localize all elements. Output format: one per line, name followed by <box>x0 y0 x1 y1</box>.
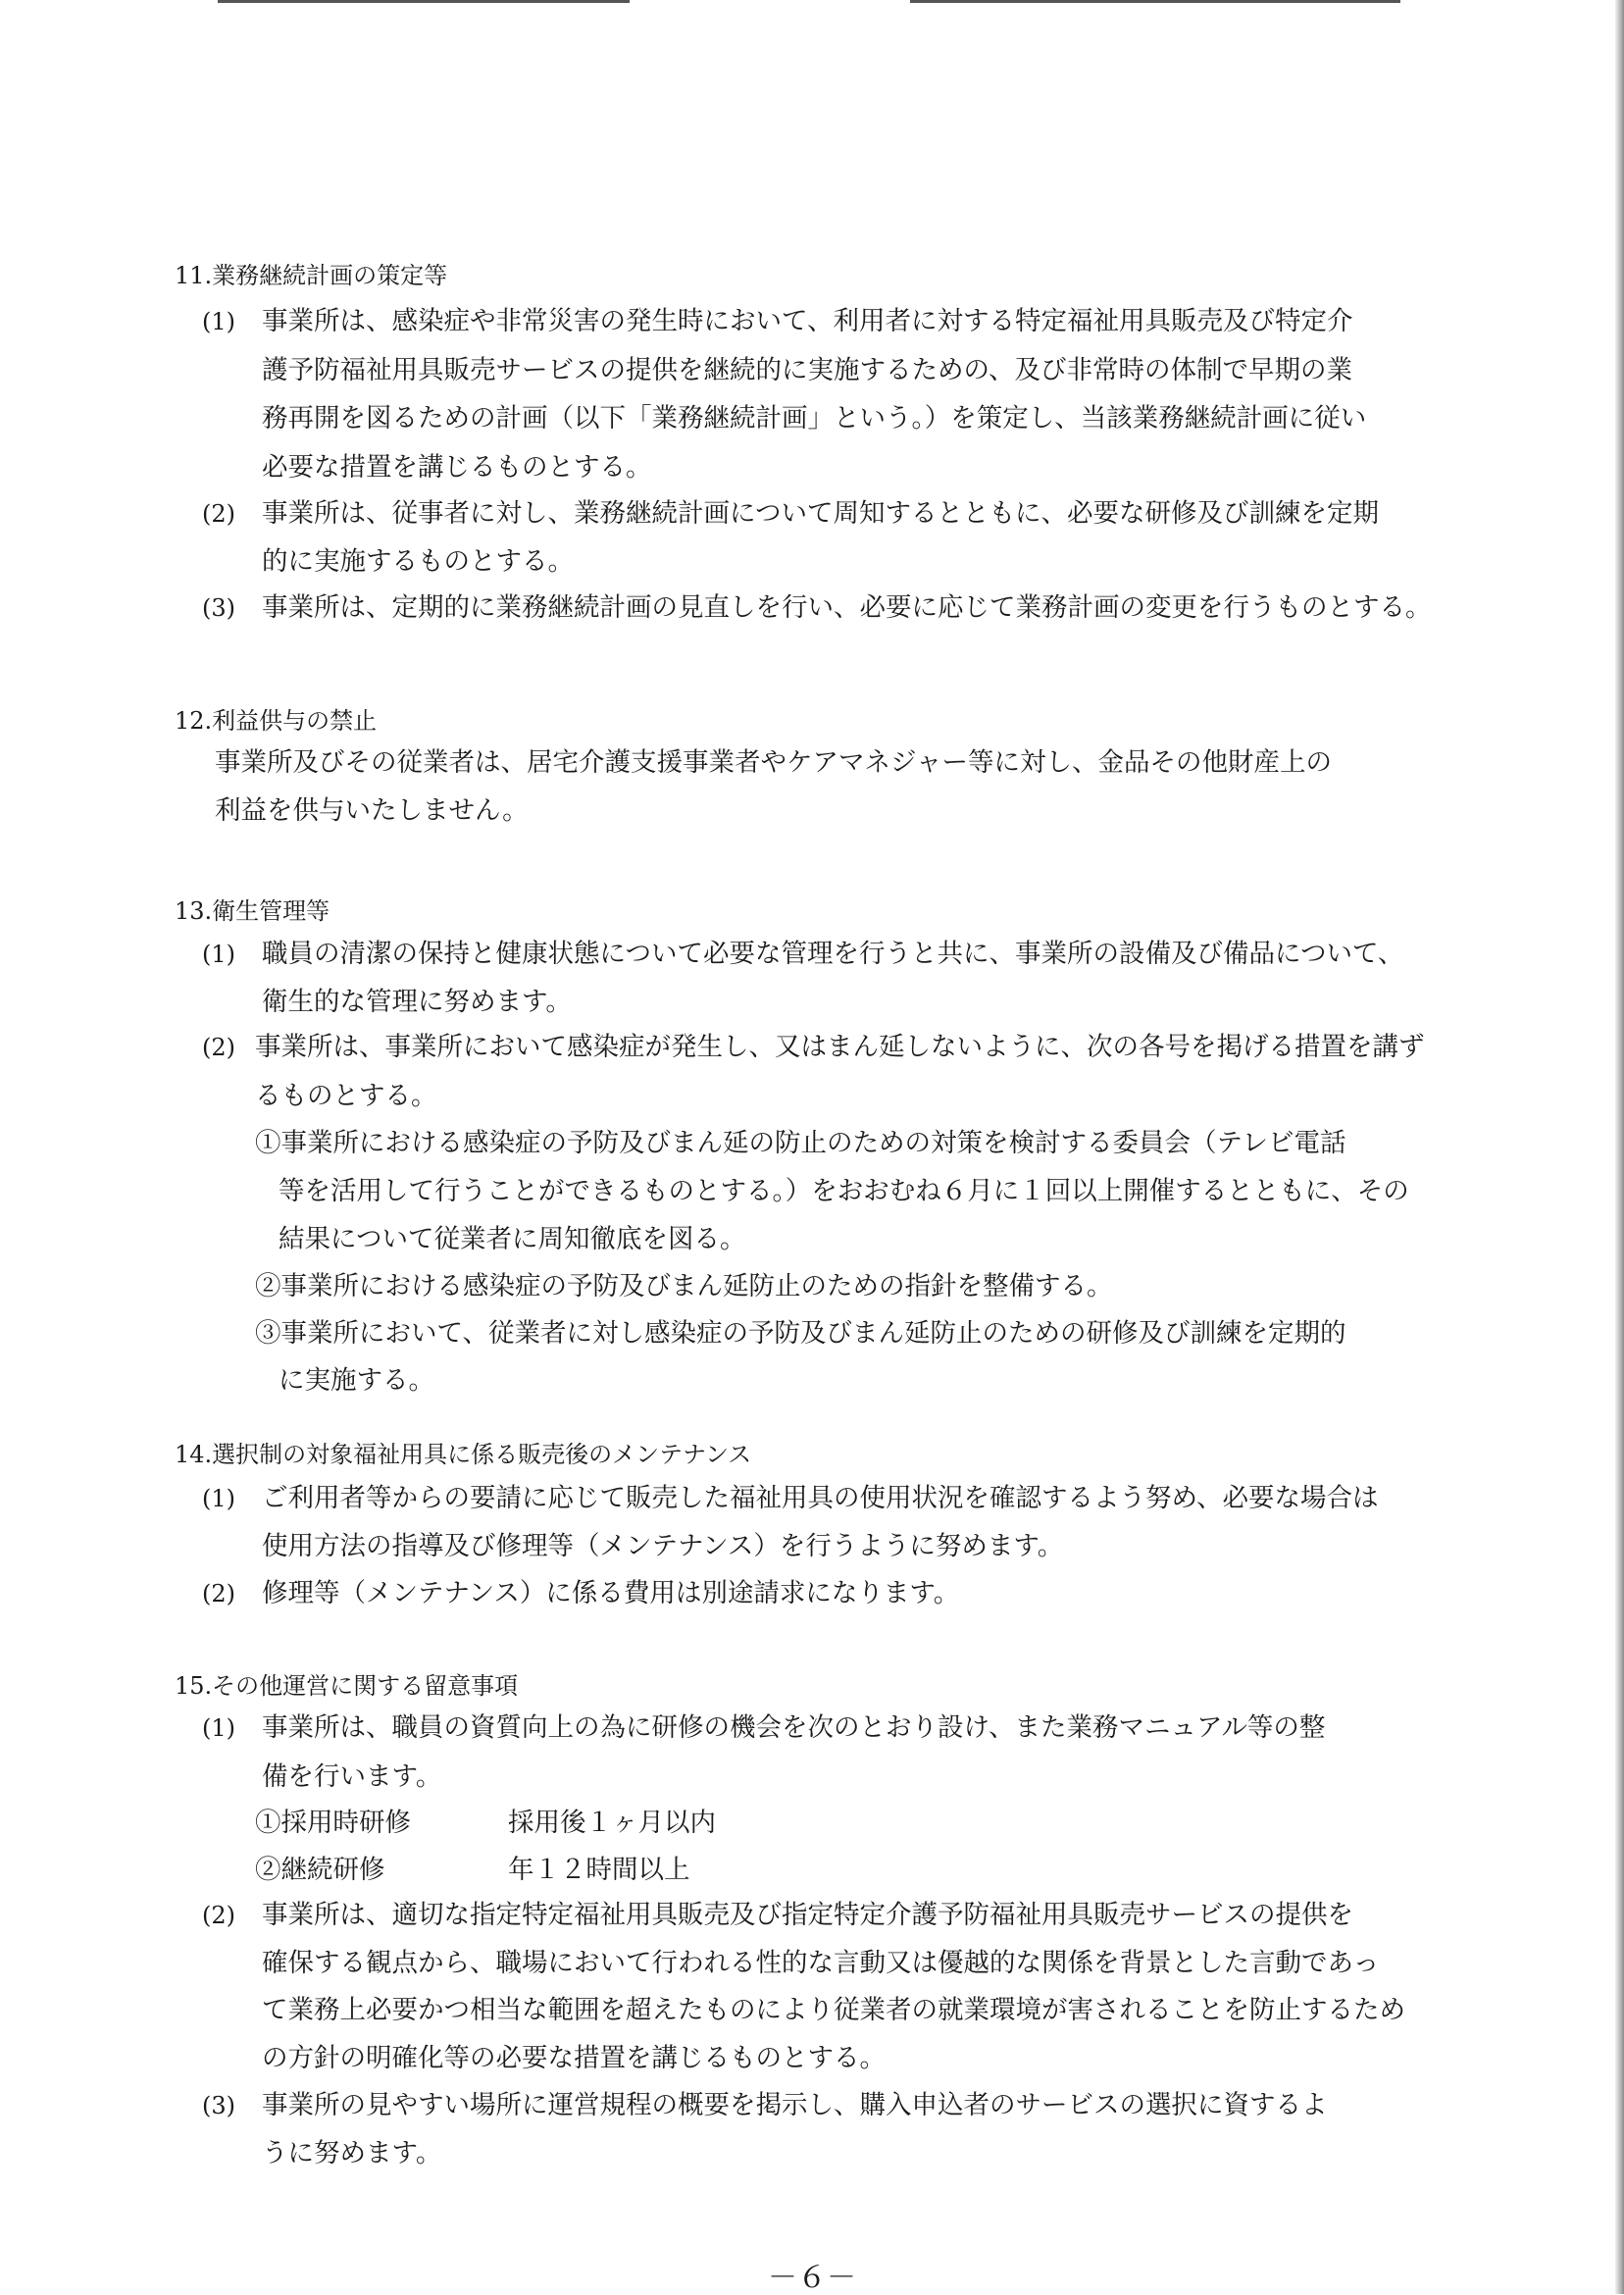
body-line: 事業所は、適切な指定特定福祉用具販売及び指定特定介護予防福祉用具販売サービスの提供を <box>262 1900 1353 1930</box>
body-line: 事業所は、事業所において感染症が発生し、又はまん延しないように、次の各号を掲げる措置を講ず <box>255 1032 1425 1062</box>
body-line: 等を活用して行うことができるものとする。）をおおむね６月に１回以上開催するとともに、その <box>279 1176 1409 1206</box>
body-line: ③事業所において、従業者に対し感染症の予防及びまん延防止のための研修及び訓練を定期的 <box>255 1318 1346 1349</box>
item-number: (1) <box>202 941 235 968</box>
page-number: －６－ <box>768 2261 856 2295</box>
item-number: (2) <box>202 1580 235 1607</box>
body-line: うに努めます。 <box>262 2138 442 2168</box>
body-line: 事業所及びその従業者は、居宅介護支援事業者やケアマネジャー等に対し、金品その他財産上の <box>215 747 1332 778</box>
body-line: 事業所は、従事者に対し、業務継続計画について周知するとともに、必要な研修及び訓練を定期 <box>262 498 1379 529</box>
body-line: 衛生的な管理に努めます。 <box>262 987 572 1017</box>
body-line: 事業所は、定期的に業務継続計画の見直しを行い、必要に応じて業務計画の変更を行うものとする。 <box>262 592 1432 623</box>
body-line: 利益を供与いたしません。 <box>215 795 529 826</box>
section-heading-14: 14.選択制の対象福祉用具に係る販売後のメンテナンス <box>175 1441 752 1468</box>
section-heading-11: 11.業務継続計画の策定等 <box>175 262 448 289</box>
body-line: 使用方法の指導及び修理等（メンテナンス）を行うように努めます。 <box>262 1531 1064 1561</box>
training-label: ②継続研修 <box>255 1855 385 1885</box>
item-number: (2) <box>202 1034 235 1061</box>
item-number: (3) <box>202 2092 235 2119</box>
body-line: 事業所の見やすい場所に運営規程の概要を掲示し、購入申込者のサービスの選択に資するよ <box>262 2090 1328 2120</box>
body-line: 必要な措置を講じるものとする。 <box>262 452 652 483</box>
training-value: 採用後１ヶ月以内 <box>508 1808 716 1838</box>
body-line: の方針の明確化等の必要な措置を講じるものとする。 <box>262 2043 886 2073</box>
item-number: (3) <box>202 594 235 622</box>
body-line: 結果について従業者に周知徹底を図る。 <box>279 1224 746 1254</box>
item-number: (2) <box>202 1902 235 1929</box>
item-number: (2) <box>202 500 235 528</box>
body-line: 事業所は、職員の資質向上の為に研修の機会を次のとおり設け、また業務マニュアル等の整 <box>262 1712 1326 1743</box>
body-line: ①事業所における感染症の予防及びまん延の防止のための対策を検討する委員会（テレビ電話 <box>255 1128 1346 1158</box>
body-line: 務再開を図るための計画（以下「業務継続計画」という。）を策定し、当該業務継続計画に従い <box>262 403 1367 434</box>
body-line: 確保する観点から、職場において行われる性的な言動又は優越的な関係を背景とした言動であっ <box>262 1948 1380 1978</box>
section-heading-15: 15.その他運営に関する留意事項 <box>175 1672 519 1700</box>
body-line: て業務上必要かつ相当な範囲を超えたものにより従業者の就業環境が害されることを防止するため <box>262 1995 1405 2025</box>
body-line: 備を行います。 <box>262 1761 442 1792</box>
item-number: (1) <box>202 1485 235 1512</box>
body-line: るものとする。 <box>255 1081 437 1111</box>
body-line: 修理等（メンテナンス）に係る費用は別途請求になります。 <box>262 1578 960 1608</box>
body-line: 的に実施するものとする。 <box>262 546 574 577</box>
training-label: ①採用時研修 <box>255 1808 411 1838</box>
body-line: に実施する。 <box>279 1365 434 1396</box>
body-line: 護予防福祉用具販売サービスの提供を継続的に実施するための、及び非常時の体制で早期の業 <box>262 355 1352 385</box>
section-heading-13: 13.衛生管理等 <box>175 897 330 925</box>
body-line: ②事業所における感染症の予防及びまん延防止のための指針を整備する。 <box>255 1271 1113 1301</box>
body-line: 事業所は、感染症や非常災害の発生時において、利用者に対する特定福祉用具販売及び特定介 <box>262 306 1353 336</box>
body-line: 職員の清潔の保持と健康状態について必要な管理を行うと共に、事業所の設備及び備品について、 <box>262 939 1404 969</box>
item-number: (1) <box>202 308 235 335</box>
item-number: (1) <box>202 1714 235 1742</box>
training-value: 年１２時間以上 <box>508 1855 690 1885</box>
body-line: ご利用者等からの要請に応じて販売した福祉用具の使用状況を確認するよう努め、必要な場合は <box>262 1483 1379 1513</box>
section-heading-12: 12.利益供与の禁止 <box>175 707 378 735</box>
